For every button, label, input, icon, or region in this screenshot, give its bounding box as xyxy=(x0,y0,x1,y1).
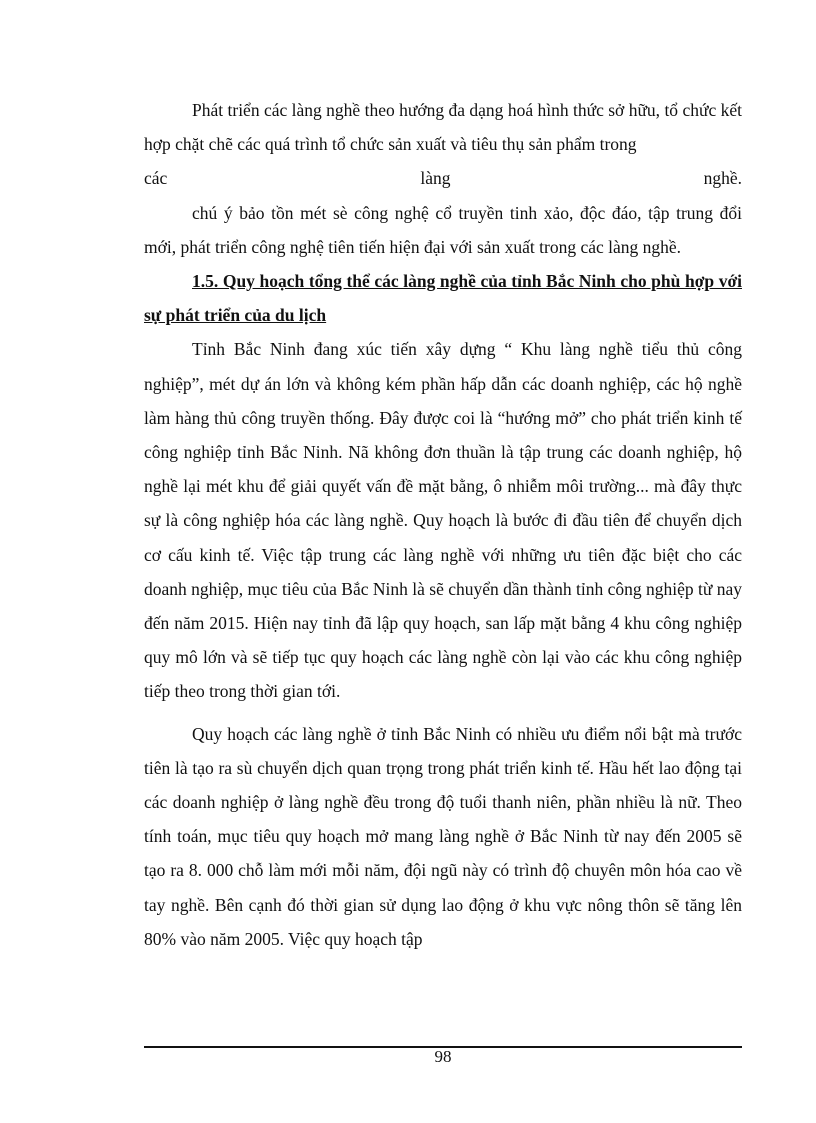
paragraph-3: Tỉnh Bắc Ninh đang xúc tiến xây dựng “ Khu làng nghề tiểu thủ công nghiệp”, mét dự án lớn và không kém phần hấp dẫn các doanh nghiệp, các hộ nghề làm hàng thủ công truyền thống. Đây được coi là “hướng mở” cho phát triển kinh tế công nghiệp tỉnh Bắc Ninh. Nã không đơn thuần là tập trung các doanh nghiệp, hộ nghề lại mét khu để giải quyết vấn đề mặt bằng, ô nhiễm môi trường... mà đây thực sự là công nghiệp hóa các làng nghề. Quy hoạch là bước đi đầu tiên để chuyển dịch cơ cấu kinh tế. Việc tập trung các làng nghề với những ưu tiên đặc biệt cho các doanh nghiệp, mục tiêu của Bắc Ninh là sẽ chuyển dần thành tỉnh công nghiệp từ nay đến năm 2015. Hiện nay tỉnh đã lập quy hoạch, san lấp mặt bằng 4 khu công nghiệp quy mô lớn và sẽ tiếp tục quy hoạch các làng nghề còn lại vào các khu công nghiệp tiếp theo trong thời gian tới. xyxy=(144,339,743,702)
word-lang: làng xyxy=(420,168,451,189)
paragraph-1: Phát triển các làng nghề theo hướng đa dạng hoá hình thức sở hữu, tổ chức kết hợp chặt chẽ các quá trình tổ chức sản xuất và tiêu thụ sản phẩm trong xyxy=(144,100,742,155)
word-nghe: nghề. xyxy=(703,168,742,189)
page-number: 98 xyxy=(434,1047,452,1066)
paragraph-1-last-line xyxy=(144,161,742,195)
section-heading: 1.5. Quy hoạch tổng thể các làng nghề của tỉnh Bắc Ninh cho phù hợp với sự phát triển của du lịch xyxy=(144,271,742,326)
page-body xyxy=(144,93,742,956)
word-cac: các xyxy=(144,168,168,189)
paragraph-2: chú ý bảo tồn mét sè công nghệ cổ truyền tinh xảo, độc đáo, tập trung đổi mới, phát triển công nghệ tiên tiến hiện đại với sản xuất trong các làng nghề. xyxy=(144,202,742,257)
paragraph-4: Quy hoạch các làng nghề ở tỉnh Bắc Ninh có nhiều ưu điểm nổi bật mà trước tiên là tạo ra sù chuyển dịch quan trọng trong phát triển kinh tế. Hầu hết lao động tại các doanh nghiệp ở làng nghề đều trong độ tuổi thanh niên, phần nhiều là nữ. Theo tính toán, mục tiêu quy hoạch mở mang làng nghề ở Bắc Ninh từ nay đến 2005 sẽ tạo ra 8. 000 chỗ làm mới mỗi năm, đội ngũ này có trình độ chuyên môn hóa cao về tay nghề. Bên cạnh đó thời gian sử dụng lao động ở khu vực nông thôn sẽ tăng lên 80% vào năm 2005. Việc quy hoạch tập xyxy=(144,723,742,949)
